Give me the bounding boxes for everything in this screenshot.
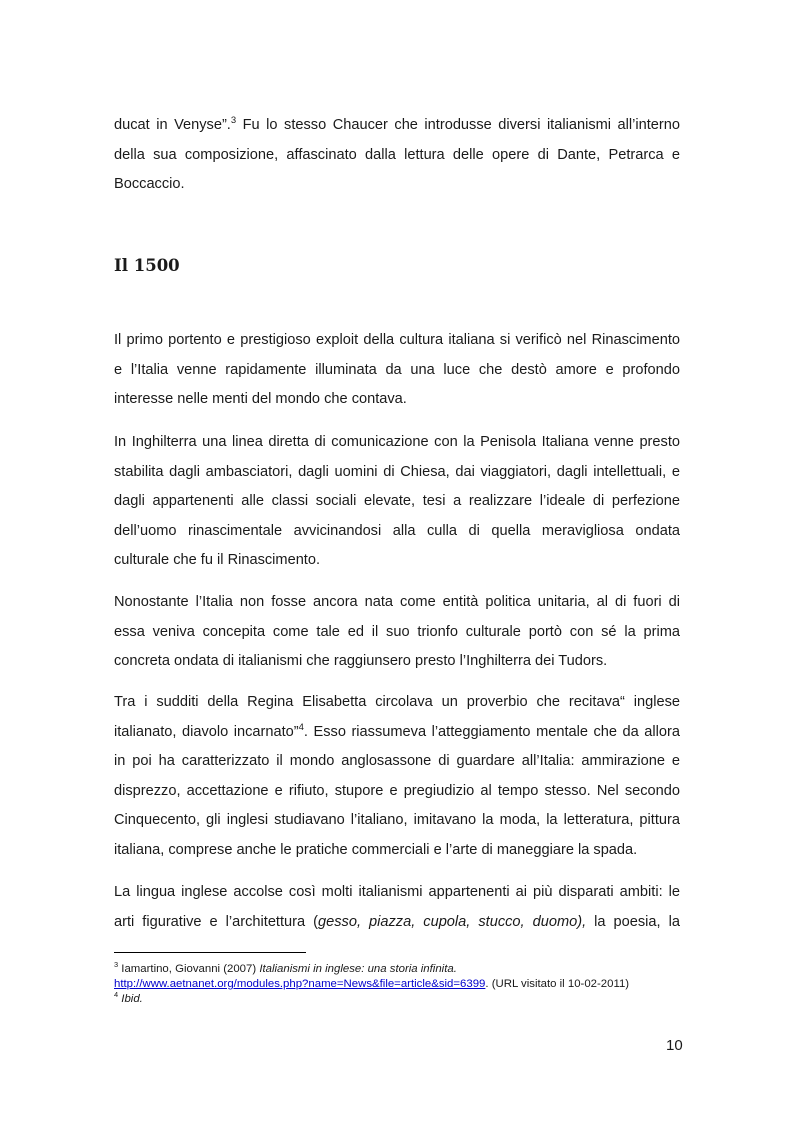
footnote-url-link[interactable]: http://www.aetnanet.org/modules.php?name=News&file=article&sid=6399 xyxy=(114,978,486,990)
text-line: italianato, diavolo incarnato”$^4$. Esso riassumeva l’atteggiamento mentale che da allora xyxy=(114,721,680,740)
paragraph-3 xyxy=(114,588,680,677)
page-number: 10 xyxy=(666,1037,683,1054)
text-line: stabilita dagli ambasciatori, dagli uomini di Chiesa, dai viaggiatori, dagli intellettuali, e xyxy=(114,463,680,480)
text-line: Il primo portento e prestigioso exploit della cultura italiana si verificò nel Rinascimento xyxy=(114,332,680,348)
text-line: Tra i sudditi della Regina Elisabetta circolava un proverbio che recitava“ inglese xyxy=(114,694,680,710)
text-line: interesse nelle menti del mondo che contava. xyxy=(114,391,407,408)
intro-paragraph xyxy=(114,111,680,200)
text-line: essa veniva concepita come tale ed il suo trionfo culturale portò con sé la prima xyxy=(114,623,680,640)
text-line: La lingua inglese accolse così molti italianismi appartenenti ai più disparati ambiti: le xyxy=(114,884,680,900)
footnote-ref-4[interactable]: 4 xyxy=(298,721,304,733)
footnote-3: $^3$ Iamartino, Giovanni (2007) Italianismi in inglese: una storia infinita. xyxy=(114,960,457,975)
footnote-3-link-line: http://www.aetnanet.org/modules.php?name=News&file=article&sid=6399. (URL visitato il 10-02-2011) xyxy=(114,978,630,990)
text-line: italiana, comprese anche le pratiche commerciali e l’arte di maneggiare la spada. xyxy=(114,841,638,858)
text-line: in poi ha caratterizzato il mondo anglosassone di guardare all’Italia: ammirazione e xyxy=(114,753,680,770)
text-line: e l’Italia venne rapidamente illuminata da una luce che destò amore e profondo xyxy=(114,361,680,378)
paragraph-4 xyxy=(114,688,680,866)
text-line: In Inghilterra una linea diretta di comunicazione con la Penisola Italiana venne presto xyxy=(114,434,680,450)
paragraph-2 xyxy=(114,428,680,576)
text-line: Boccaccio. xyxy=(114,176,185,193)
footnote-ref-3[interactable]: 3 xyxy=(230,115,237,127)
paragraph-5 xyxy=(114,878,680,937)
text-line: disprezzo, accettazione e rifiuto, stupore e pregiudizio al tempo stesso. Nel secondo xyxy=(114,782,680,799)
footnote-separator xyxy=(114,952,306,953)
text-line: dagli appartenenti alle classi sociali elevate, tesi a realizzare l’ideale di perfezione xyxy=(114,493,680,510)
text-line: concreta ondata di italianismi che raggiunsero presto l’Inghilterra dei Tudors. xyxy=(114,653,608,670)
text-line: della sua composizione, affascinato dalla lettura delle opere di Dante, Petrarca e xyxy=(114,146,680,163)
text-line: ducat in Venyse”.$^3$ Fu lo stesso Chaucer che introdusse diversi italianismi all’interno xyxy=(114,115,680,133)
paragraph-1 xyxy=(114,326,680,415)
text-line: Cinquecento, gli inglesi studiavano l’italiano, imitavano la moda, la letteratura, pittura xyxy=(114,812,680,829)
text-line: culturale che fu il Rinascimento. xyxy=(114,552,321,569)
text-line: arti figurative e l’architettura (gesso, piazza, cupola, stucco, duomo), la poesia, la xyxy=(114,913,680,930)
footnote-4: $^4$ Ibid. xyxy=(114,990,143,1005)
text-line: dell’uomo rinascimentale avvicinandosi alla culla di quella meravigliosa ondata xyxy=(114,522,680,539)
section-heading: Il 1500 xyxy=(114,256,180,275)
text-line: Nonostante l’Italia non fosse ancora nata come entità politica unitaria, al di fuori di xyxy=(114,594,680,610)
